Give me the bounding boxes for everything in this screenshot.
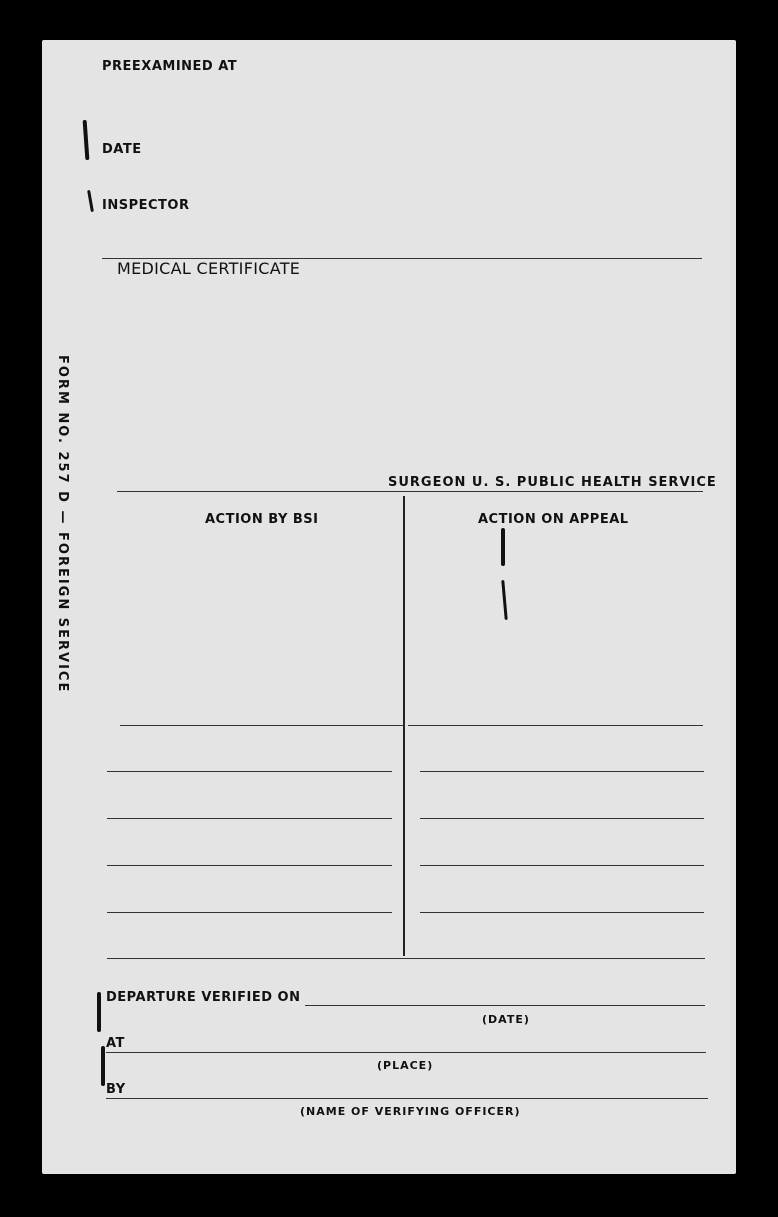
surgeon-line <box>117 491 703 492</box>
medical-certificate-title: MEDICAL CERTIFICATE <box>117 259 301 278</box>
form-number-label: FORM NO. 257 D — FOREIGN SERVICE <box>55 355 70 694</box>
appeal-line <box>420 818 704 819</box>
officer-line <box>106 1098 708 1099</box>
bsi-line <box>107 771 392 772</box>
appeal-line <box>408 725 703 726</box>
place-line <box>106 1052 706 1053</box>
section-divider <box>107 958 705 959</box>
inspector-label: INSPECTOR <box>102 198 190 213</box>
departure-verified-label: DEPARTURE VERIFIED ON <box>106 990 301 1005</box>
column-divider <box>403 496 405 956</box>
officer-caption: (NAME OF VERIFYING OFFICER) <box>300 1105 521 1118</box>
bsi-line <box>120 725 404 726</box>
appeal-line <box>420 865 704 866</box>
ink-mark <box>501 528 505 566</box>
departure-date-line <box>305 1005 705 1006</box>
place-caption: (PLACE) <box>377 1059 434 1072</box>
appeal-line <box>420 912 704 913</box>
action-on-appeal-label: ACTION ON APPEAL <box>478 512 629 527</box>
ink-mark <box>101 1046 105 1086</box>
at-label: AT <box>106 1036 125 1051</box>
surgeon-label: SURGEON U. S. PUBLIC HEALTH SERVICE <box>388 475 717 490</box>
action-by-bsi-label: ACTION BY BSI <box>205 512 319 527</box>
appeal-line <box>420 771 704 772</box>
preexamined-at-label: PREEXAMINED AT <box>102 59 238 74</box>
bsi-line <box>107 865 392 866</box>
date-label: DATE <box>102 142 142 157</box>
bsi-line <box>107 912 392 913</box>
date-caption: (DATE) <box>482 1013 530 1026</box>
by-label: BY <box>106 1082 126 1097</box>
bsi-line <box>107 818 392 819</box>
ink-mark <box>97 992 101 1032</box>
